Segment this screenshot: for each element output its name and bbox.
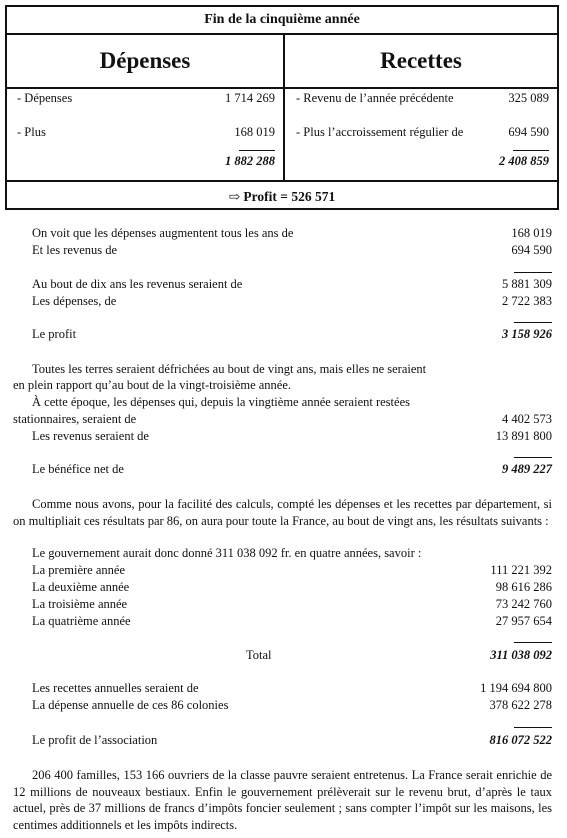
revenues-total: 2 408 859 [499, 154, 549, 168]
text-line: Et les revenus de [32, 243, 118, 257]
net-profit-value: 9 489 227 [502, 462, 552, 476]
text-line: Le profit [32, 327, 77, 341]
text-line: À cette époque, les dépenses qui, depuis la vingtième année seraient restées [32, 395, 410, 409]
text-line: Les recettes annuelles seraient de [32, 681, 199, 695]
value: 4 402 573 [502, 412, 552, 426]
year-label: La deuxième année [32, 580, 130, 594]
association-profit-value: 816 072 522 [489, 733, 552, 747]
year-value: 73 242 760 [495, 597, 552, 611]
text-line: La dépense annuelle de ces 86 colonies [32, 698, 229, 712]
profit-line: ⇨ Profit = 526 571 [7, 180, 557, 212]
sum-rule [514, 322, 552, 323]
value: 13 891 800 [495, 429, 552, 443]
value: 694 590 [511, 243, 552, 257]
text-line: stationnaires, seraient de [13, 412, 137, 426]
row-value: 325 089 [508, 91, 549, 105]
year-label: La troisième année [32, 597, 128, 611]
text-line: Toutes les terres seraient défrichées au bout de vingt ans, mais elles ne seraient [32, 362, 427, 376]
row-value: 168 019 [234, 125, 275, 139]
text-line: Au bout de dix ans les revenus seraient de [32, 277, 243, 291]
year-value: 111 221 392 [490, 563, 552, 577]
row-label: - Plus l’accroissement régulier de [296, 125, 464, 139]
paragraph-text: Comme nous avons, pour la facilité des calculs, compté les dépenses et les recettes par département, si on multipliait ces résultats par 86, on aura pour toute la France, au bout de vingt ans, les résultats suivants : [13, 497, 552, 528]
expenses-total: 1 882 288 [225, 154, 275, 168]
sum-rule [514, 727, 552, 728]
year-value: 98 616 286 [495, 580, 552, 594]
total-value: 311 038 092 [490, 648, 552, 662]
france-block [0, 496, 567, 676]
summary-table [5, 5, 559, 210]
expenses-heading: Dépenses [7, 35, 283, 89]
revenues-heading: Recettes [285, 35, 557, 89]
value: 168 019 [511, 226, 552, 240]
revenues-column [285, 35, 557, 180]
total-label: Total [246, 648, 272, 662]
text-line: Le gouvernement aurait donc donné 311 038 092 fr. en quatre années, savoir : [32, 546, 422, 560]
sum-rule [514, 642, 552, 643]
paragraph [13, 767, 552, 833]
profit-value: 3 158 926 [502, 327, 552, 341]
sum-rule [239, 150, 275, 151]
closing-block [0, 767, 567, 837]
row-value: 694 590 [508, 125, 549, 139]
text-line: Le bénéfice net de [32, 462, 124, 476]
value: 2 722 383 [502, 294, 552, 308]
value: 1 194 694 800 [480, 681, 552, 695]
value: 5 881 309 [502, 277, 552, 291]
row-label: - Plus [17, 125, 46, 139]
sum-rule [513, 150, 549, 151]
text-line: On voit que les dépenses augmentent tous les ans de [32, 226, 294, 240]
paragraph-text: 206 400 familles, 153 166 ouvriers de la classe pauvre seraient entretenus. La France serait enrichie de 12 millions de nouveaux bestiaux. Enfin le gouvernement prélèverait sur le revenu brut, d’après le taux actuel, près de 37 millions de francs d’impôts foncier seulement ; sans compter l’impôt sur les maisons, les centimes additionnels et les impôts indirects. [13, 768, 552, 832]
paragraph [13, 496, 552, 529]
year-label: La quatrième année [32, 614, 131, 628]
expenses-column [7, 35, 285, 180]
year-label: La première année [32, 563, 125, 577]
text-line: Les revenus seraient de [32, 429, 149, 443]
text-line: en plein rapport qu’au bout de la vingt-troisième année. [13, 378, 292, 392]
sum-rule [514, 272, 552, 273]
row-label: - Revenu de l’année précédente [296, 91, 454, 105]
sum-rule [514, 457, 552, 458]
year-value: 27 957 654 [495, 614, 552, 628]
table-title: Fin de la cinquième année [7, 7, 557, 35]
value: 378 622 278 [489, 698, 552, 712]
text-line: Les dépenses, de [32, 294, 117, 308]
row-value: 1 714 269 [225, 91, 275, 105]
text-line: Le profit de l’association [32, 733, 158, 747]
row-label: - Dépenses [17, 91, 73, 105]
